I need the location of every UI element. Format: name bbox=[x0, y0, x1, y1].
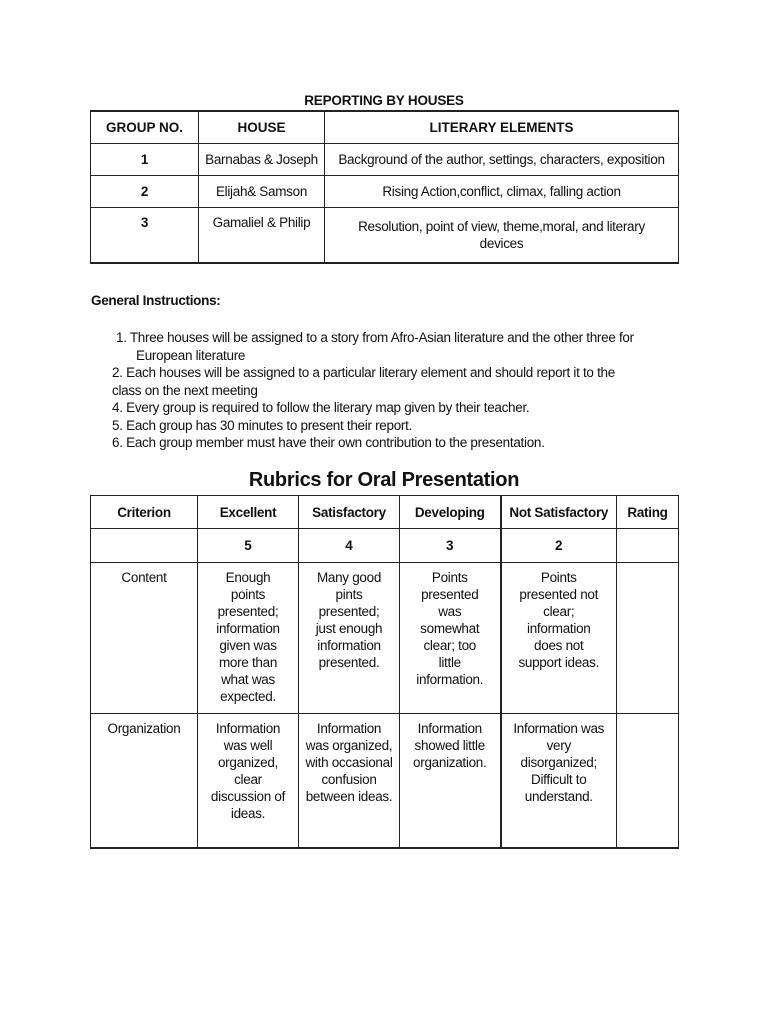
developing-cell bbox=[400, 714, 501, 849]
houses-header-row bbox=[91, 111, 679, 144]
table-row bbox=[91, 563, 679, 714]
header-criterion: Criterion bbox=[91, 496, 198, 529]
general-instructions-heading: General Instructions: bbox=[91, 293, 221, 308]
house-name: Gamaliel & Philip bbox=[199, 208, 325, 264]
rubric-header-row bbox=[91, 496, 679, 529]
table-row bbox=[91, 176, 679, 208]
criterion-cell: Organization bbox=[91, 714, 198, 849]
table-row bbox=[91, 714, 679, 849]
header-not-satisfactory: Not Satisfactory bbox=[501, 496, 617, 529]
satisfactory-cell bbox=[299, 714, 400, 849]
score-cell: 2 bbox=[501, 529, 617, 563]
houses-table bbox=[90, 110, 679, 264]
instruction-line: 1. Three houses will be assigned to a story from Afro-Asian literature and the other three for bbox=[116, 330, 634, 345]
table-row bbox=[91, 144, 679, 176]
not-satisfactory-cell bbox=[501, 714, 617, 849]
instructions-list bbox=[112, 329, 672, 452]
header-excellent: Excellent bbox=[198, 496, 299, 529]
header-satisfactory: Satisfactory bbox=[299, 496, 400, 529]
houses-table-title: REPORTING BY HOUSES bbox=[304, 93, 464, 108]
score-cell: 3 bbox=[400, 529, 501, 563]
cell-text: Information showed little organization. bbox=[413, 721, 487, 770]
rating-cell bbox=[617, 714, 679, 849]
score-cell bbox=[617, 529, 679, 563]
house-name: Elijah& Samson bbox=[199, 176, 325, 208]
instruction-line: 2. Each houses will be assigned to a particular literary element and should report it to the bbox=[112, 365, 615, 380]
rubric-title: Rubrics for Oral Presentation bbox=[248, 469, 520, 491]
instruction-line: class on the next meeting bbox=[112, 382, 258, 398]
header-group-no: GROUP NO. bbox=[91, 111, 199, 144]
cell-text: Information was well organized, clear discussion of ideas. bbox=[210, 721, 286, 821]
table-row bbox=[91, 208, 679, 264]
header-literary-elements: LITERARY ELEMENTS bbox=[325, 111, 679, 144]
instruction-line: European literature bbox=[136, 347, 246, 363]
literary-elements: Resolution, point of view, theme,moral, and literary devices bbox=[325, 208, 679, 264]
group-number: 1 bbox=[91, 144, 199, 176]
cell-text: Points presented not clear; information does not support ideas. bbox=[518, 570, 600, 670]
header-developing: Developing bbox=[400, 496, 501, 529]
satisfactory-cell bbox=[299, 563, 400, 714]
group-number: 2 bbox=[91, 176, 199, 208]
header-rating: Rating bbox=[617, 496, 679, 529]
not-satisfactory-cell bbox=[501, 563, 617, 714]
score-cell: 5 bbox=[198, 529, 299, 563]
score-cell bbox=[91, 529, 198, 563]
cell-text: Information was organized, with occasional confusion between ideas. bbox=[305, 721, 393, 804]
criterion-cell: Content bbox=[91, 563, 198, 714]
rubric-table bbox=[90, 495, 679, 849]
score-cell: 4 bbox=[299, 529, 400, 563]
excellent-cell bbox=[198, 563, 299, 714]
house-name: Barnabas & Joseph bbox=[199, 144, 325, 176]
instruction-line: 6. Each group member must have their own contribution to the presentation. bbox=[112, 435, 545, 450]
cell-text: Enough points presented; information given was more than what was expected. bbox=[216, 570, 280, 704]
cell-text: Points presented was somewhat clear; too little information. bbox=[416, 570, 484, 687]
instruction-line: 5. Each group has 30 minutes to present their report. bbox=[112, 417, 413, 433]
developing-cell bbox=[400, 563, 501, 714]
instruction-line: 4. Every group is required to follow the literary map given by their teacher. bbox=[112, 400, 530, 415]
literary-elements: Rising Action,conflict, climax, falling action bbox=[325, 176, 679, 208]
cell-text: Information was very disorganized; Difficult to understand. bbox=[513, 721, 605, 804]
rating-cell bbox=[617, 563, 679, 714]
excellent-cell bbox=[198, 714, 299, 849]
cell-text: Many good pints presented; just enough information presented. bbox=[315, 570, 383, 670]
group-number: 3 bbox=[91, 208, 199, 264]
header-house: HOUSE bbox=[199, 111, 325, 144]
rubric-score-row bbox=[91, 529, 679, 563]
literary-elements: Background of the author, settings, characters, exposition bbox=[325, 144, 679, 176]
